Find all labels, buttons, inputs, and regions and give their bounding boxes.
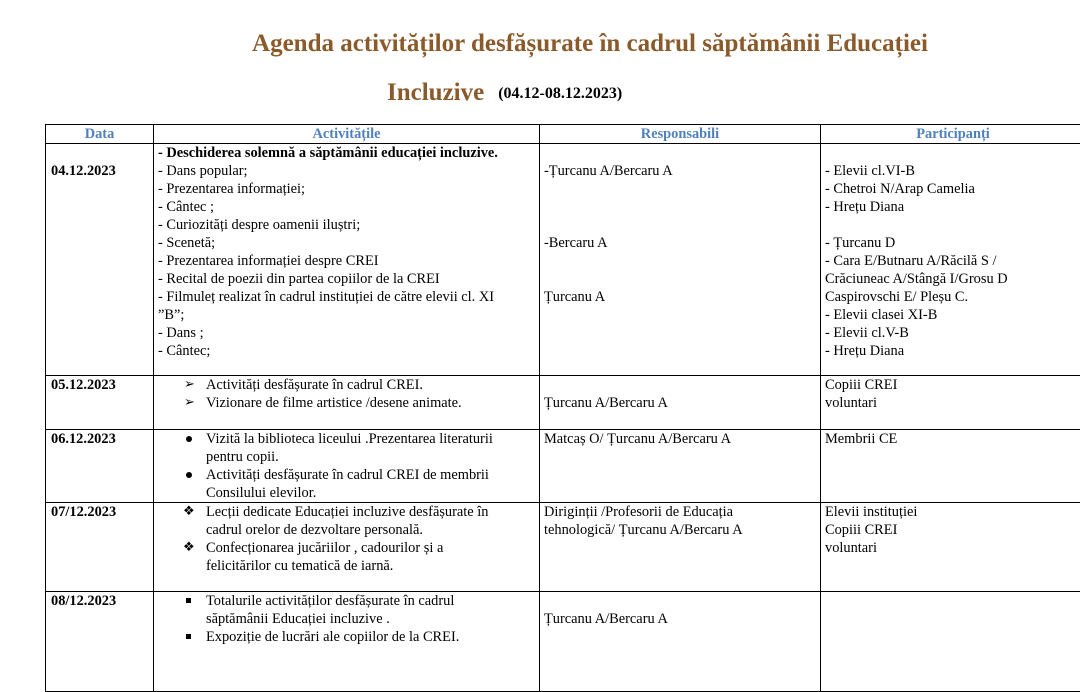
- bullet-dot-icon: [186, 436, 192, 442]
- row-date: 06.12.2023: [46, 430, 154, 503]
- row-activities: ❖ Lecții dedicate Educației incluzive desfășurate în cadrul orelor de dezvoltare personală. ❖ Confecționarea jucăriilor , cadourilor și a felicitărilor cu tematică de iarnă.: [154, 503, 540, 592]
- document-title: Agenda activităților desfășurate în cadrul săptămânii Educației: [0, 30, 1080, 58]
- row-date: 05.12.2023: [46, 376, 154, 430]
- row-responsible: Matcaș O/ Țurcanu A/Bercaru A: [540, 430, 821, 503]
- row-participants: - Elevii cl.VI-B - Chetroi N/Arap Camelia - Hrețu Diana - Țurcanu D - Cara E/Butnaru A/Răcilă S / Crăciuneac A/Stângă I/Grosu D Caspirovschi E/ Pleșu C. - Elevii clasei XI-B - Elevii cl.V-B - Hrețu Diana: [821, 144, 1080, 376]
- row-date: 04.12.2023: [46, 144, 154, 376]
- row-participants: Membrii CE: [821, 430, 1080, 503]
- row-activities: Vizită la biblioteca liceului .Prezentarea literaturii pentru copii. Activități desfășurate în cadrul CREI de membrii Consilului elevilor.: [154, 430, 540, 503]
- row-responsible: -Țurcanu A/Bercaru A -Bercaru A Țurcanu A: [540, 144, 821, 376]
- table-row: [46, 503, 1080, 592]
- title-dates: (04.12-08.12.2023): [498, 85, 622, 102]
- arrow-bullet-icon: ➢: [184, 376, 195, 394]
- diamond-bullet-icon: ❖: [183, 539, 195, 557]
- header-participanti: Participanți: [821, 125, 1080, 144]
- row-date: 08/12.2023: [46, 592, 154, 692]
- table-row: [46, 144, 1080, 376]
- row-activities: ➢ Activități desfășurate în cadrul CREI. ➢ Vizionare de filme artistice /desene animate.: [154, 376, 540, 430]
- arrow-bullet-icon: ➢: [184, 394, 195, 412]
- diamond-bullet-icon: ❖: [183, 503, 195, 521]
- table-row: [46, 592, 1080, 692]
- bullet-dot-icon: [186, 472, 192, 478]
- row-activities: Totalurile activităților desfășurate în cadrul săptămânii Educației incluzive . Expoziție de lucrări ale copiilor de la CREI.: [154, 592, 540, 692]
- document-subtitle: [387, 79, 622, 107]
- header-row: [46, 125, 1080, 144]
- row-responsible: Țurcanu A/Bercaru A: [540, 376, 821, 430]
- row-participants: [821, 592, 1080, 692]
- header-data: Data: [46, 125, 154, 144]
- header-activitatile: Activitățile: [154, 125, 540, 144]
- table-row: [46, 430, 1080, 503]
- row-participants: Copiii CREI voluntari: [821, 376, 1080, 430]
- square-bullet-icon: [186, 598, 191, 603]
- row-activities: - Deschiderea solemnă a săptămânii educației incluzive. - Dans popular; - Prezentarea informației; - Cântec ; - Curiozități despre oamenii iluștri; - Scenetă; - Prezentarea informației despre CREI - Recital de poezii din partea copiilor de la CREI - Filmuleț realizat în cadrul instituției de către elevii cl. XI ”B”; - Dans ; - Cântec;: [154, 144, 540, 376]
- row-responsible: Țurcanu A/Bercaru A: [540, 592, 821, 692]
- row-date: 07/12.2023: [46, 503, 154, 592]
- header-responsabili: Responsabili: [540, 125, 821, 144]
- square-bullet-icon: [186, 634, 191, 639]
- table-row: [46, 376, 1080, 430]
- agenda-table: [45, 124, 1080, 692]
- row-responsible: Diriginții /Profesorii de Educația tehnologică/ Țurcanu A/Bercaru A: [540, 503, 821, 592]
- row-participants: Elevii instituției Copiii CREI voluntari: [821, 503, 1080, 592]
- title-incluzive: Incluzive: [387, 79, 484, 106]
